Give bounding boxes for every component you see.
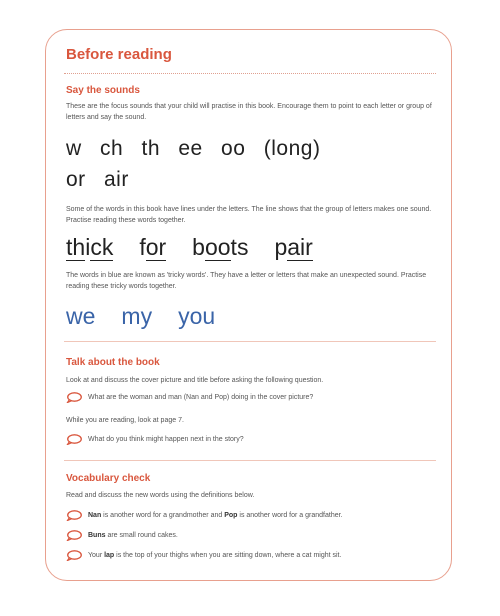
vocab-item-1 [66,510,446,521]
tricky-words [66,303,215,330]
speech-bubble-icon [66,434,82,445]
vocab-definition: is another word for a grandfather. [237,512,343,519]
grapheme-ck: ck [90,234,114,260]
while-reading-note: While you are reading, look at page 7. [66,417,184,424]
question-1-text: What are the woman and man (Nan and Pop) doing in the cover picture? [88,394,314,401]
vocab-item-1-text [88,512,343,519]
tricky-word: we [66,303,96,329]
grapheme-oo: oo [204,234,231,260]
section-divider [64,341,436,342]
talk-heading: Talk about the book [66,357,160,368]
tricky-explanation: The words in blue are known as 'tricky words'. They have a letter or letters that make an unexpected sound. Practise reading these tricky words together. [66,272,427,290]
vocab-item-3 [66,550,446,561]
vocab-definition: is another word for a grandmother and [101,512,225,519]
grapheme-p: p [274,234,288,260]
before-reading-card [45,29,452,581]
sounds-line-2: or air [66,168,129,191]
title-divider [64,73,436,74]
section-divider [64,460,436,461]
grapheme-air: air [287,234,313,260]
vocab-definition: are small round cakes. [105,532,178,539]
lines-explanation: Some of the words in this book have lines under the letters. The line shows that the group of letters makes one sound. Practise reading these words together. [66,206,432,224]
speech-bubble-icon [66,530,82,541]
question-2 [66,434,446,445]
vocab-word: Pop [224,512,238,519]
vocab-definition: is the top of your thighs when you are sitting down, where a cat might sit. [114,552,342,559]
speech-bubble-icon [66,392,82,403]
grapheme-s: s [236,234,249,260]
grapheme-or: or [145,234,167,260]
word-boots [192,234,248,261]
vocab-item-2-text [88,532,178,539]
vocab-prefix: Your [88,552,105,559]
tricky-word: my [121,303,153,329]
underlined-words [66,234,313,261]
grapheme-t: t [230,234,237,260]
grapheme-f: f [139,234,146,260]
vocab-heading: Vocabulary check [66,473,151,484]
vocab-intro: Read and discuss the new words using the definitions below. [66,492,255,499]
speech-bubble-icon [66,550,82,561]
vocab-word: Nan [88,512,102,519]
grapheme-b: b [192,234,205,260]
question-1 [66,392,446,403]
word-thick [66,234,113,261]
vocab-item-3-text [88,552,341,559]
vocab-word: Buns [88,532,106,539]
question-2-text: What do you think might happen next in the story? [88,436,244,443]
word-pair [274,234,312,261]
grapheme-th: th [66,234,86,260]
grapheme-i: i [85,234,91,260]
word-for [139,234,166,261]
page-title: Before reading [66,46,172,63]
vocab-item-2 [66,530,446,541]
speech-bubble-icon [66,510,82,521]
talk-intro: Look at and discuss the cover picture and title before asking the following question. [66,377,324,384]
tricky-word: you [178,303,216,329]
vocab-word: lap [104,552,115,559]
say-sounds-heading: Say the sounds [66,85,140,96]
sounds-line-1: w ch th ee oo (long) [66,137,321,160]
say-sounds-intro: These are the focus sounds that your child will practise in this book. Encourage them to point to each letter or group of letters and say the sound. [66,103,432,121]
